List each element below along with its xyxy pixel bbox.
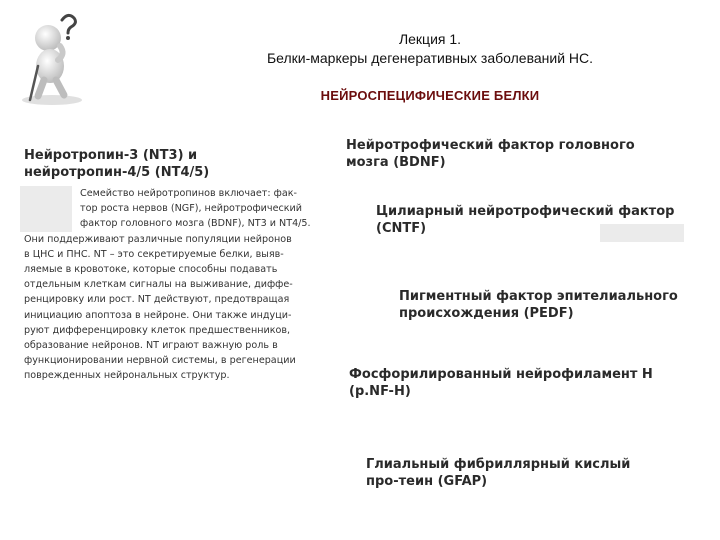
thinker-figure-icon — [18, 10, 90, 106]
nt-body-line: Они поддерживают различные популяции нейронов — [24, 233, 292, 245]
nt-description — [24, 186, 320, 383]
slide-subtitle: НЕЙРОСПЕЦИФИЧЕСКИЕ БЕЛКИ — [320, 88, 540, 103]
nt-body-line: инициацию апоптоза в нейроне. Они также индуци- — [24, 309, 292, 321]
nt-body-line: поврежденных нейрональных структур. — [24, 370, 230, 382]
nt-body-line: отдельным клеткам сигналы на выживание, диффе- — [24, 279, 293, 291]
nt-body-line: образование нейронов. NT играют важную роль в — [24, 339, 278, 351]
nt-body-line: ренцировку или рост. NT действуют, предотвращая — [24, 294, 290, 306]
bdnf-heading: Нейротрофический фактор головного мозга (BDNF) — [346, 138, 635, 170]
nt-body-line: Семейство нейротропинов включает: фак- — [80, 188, 297, 199]
nt-heading: Нейротропин-3 (NT3) и нейротропин-4/5 (NT4/5) — [24, 148, 210, 180]
pedf-heading: Пигментный фактор эпителиального происхождения (PEDF) — [399, 289, 678, 321]
nt-body-line: функционировании нервной системы, в регенерации — [24, 355, 296, 367]
slide-title — [200, 30, 660, 68]
nt-body-line: тор роста нервов (NGF), нейротрофический — [80, 203, 303, 215]
nt-body-line: фактор головного мозга (BDNF), NT3 и NT4/5. — [80, 218, 311, 230]
pnfh-heading: Фосфорилированный нейрофиламент Н (p.NF-H) — [349, 367, 653, 399]
nt-body-line: руют дифференцировку клеток предшественников, — [24, 324, 291, 336]
gfap-heading: Глиальный фибриллярный кислый про-теин (GFAP) — [366, 457, 631, 489]
nt-body-line: ляемые в кровотоке, которые способны подавать — [24, 263, 278, 275]
slide-title-line2: Белки-маркеры дегенеративных заболеваний НС. — [266, 50, 594, 66]
nt-body-line: в ЦНС и ПНС. NT – это секретируемые белки, выяв- — [24, 248, 284, 260]
cntf-heading: Цилиарный нейротрофический фактор (CNTF) — [376, 204, 675, 236]
slide-title-line1: Лекция 1. — [398, 31, 462, 47]
